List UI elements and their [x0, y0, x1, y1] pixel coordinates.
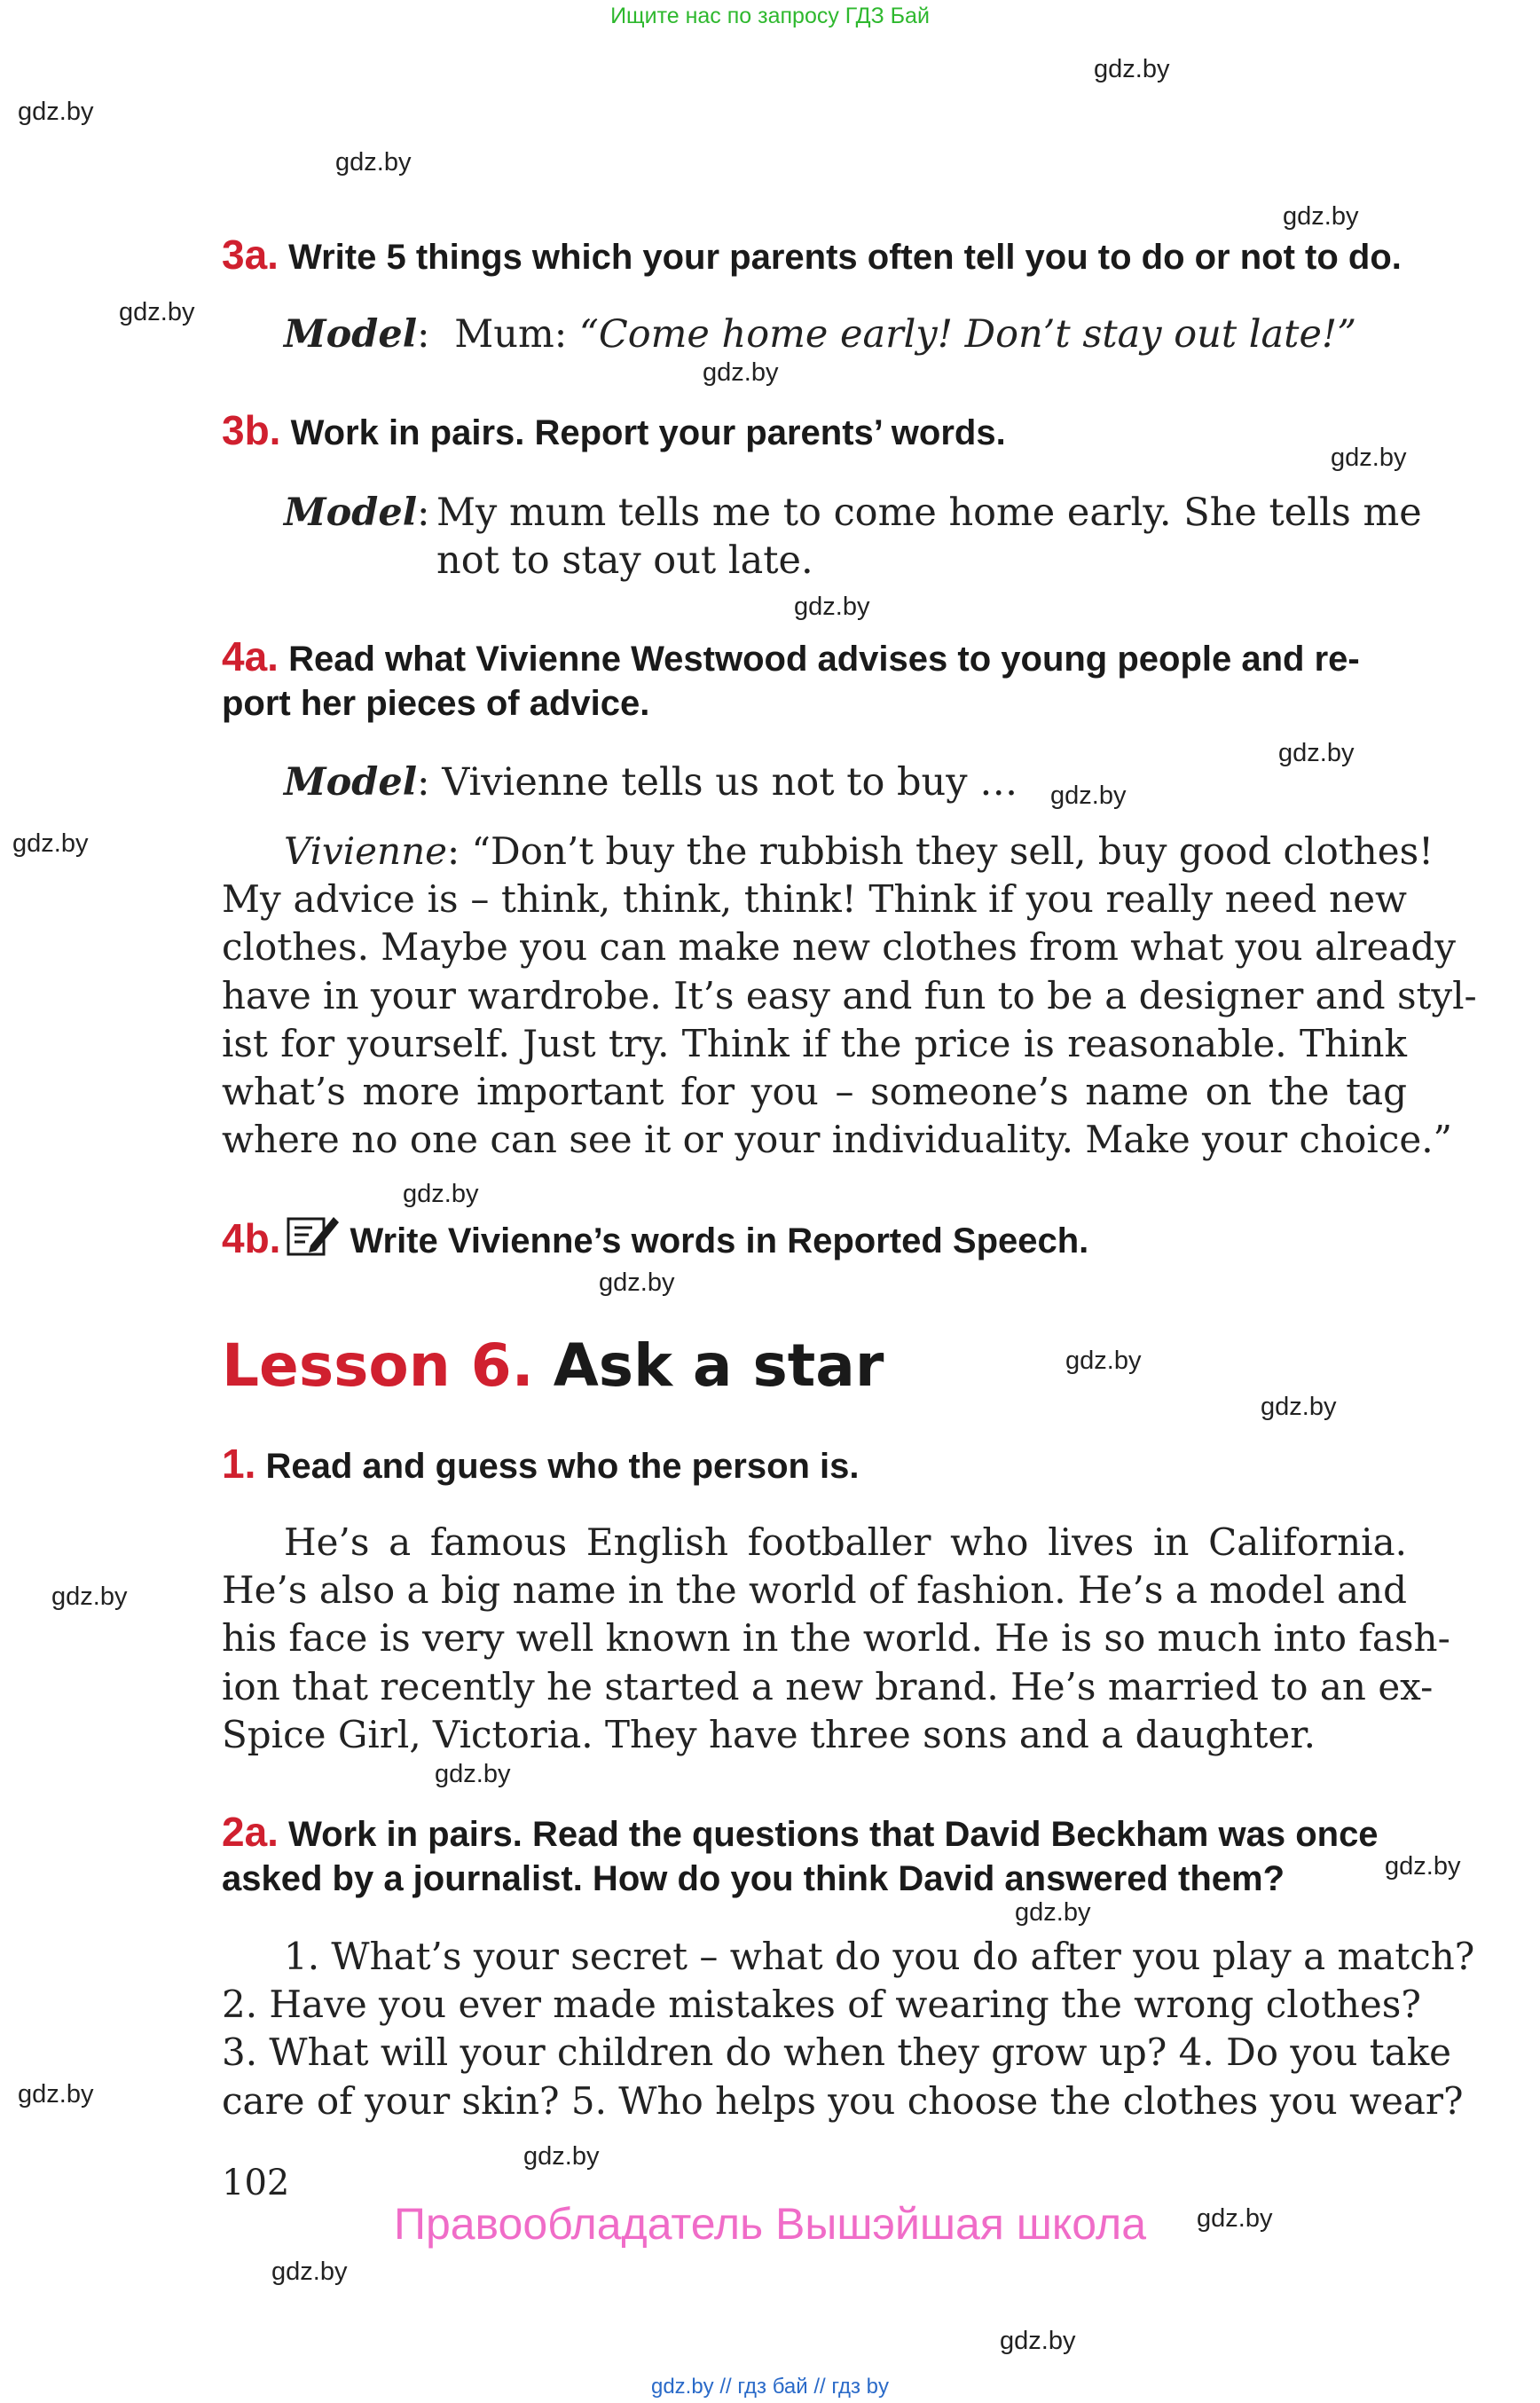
paragraph-line: ist for yourself. Just try. Think if the price is reasonable. Think — [222, 1021, 1407, 1065]
watermark: gdz.by — [51, 1582, 128, 1611]
watermark: gdz.by — [119, 298, 195, 326]
paragraph-line: clothes. Maybe you can make new clothes from what you already — [222, 925, 1457, 970]
model-label: Model — [284, 491, 418, 535]
vivienne-quote-paragraph — [222, 828, 1477, 1164]
exercise-3b-heading — [222, 408, 1410, 455]
watermark: gdz.by — [18, 98, 94, 126]
watermark: gdz.by — [1283, 202, 1359, 231]
model-3b-line-1: My mum tells me to come home early. She tells me — [436, 491, 1422, 535]
paragraph-line: He’s a famous English footballer who lives in California. — [284, 1520, 1407, 1564]
watermark: gdz.by — [18, 2080, 94, 2109]
paragraph-line: 2. Have you ever made mistakes of wearing the wrong clothes? — [222, 1983, 1421, 2027]
exercise-instruction: Read and guess who the person is. — [265, 1447, 860, 1486]
paragraph-line: Spice Girl, Victoria. They have three sons and a daughter. — [222, 1712, 1316, 1756]
exercise-instruction: Write 5 things which your parents often tell you to do or not to do. — [288, 238, 1402, 277]
footer-links[interactable]: gdz.by // гдз бай // гдз by — [650, 2375, 890, 2399]
paragraph-line: what’s more important for you – someone’s name on the tag — [222, 1070, 1407, 1114]
watermark: gdz.by — [435, 1760, 511, 1788]
watermark: gdz.by — [523, 2142, 600, 2171]
exercise-2a-heading — [222, 1810, 1410, 1901]
beckham-description-paragraph — [222, 1519, 1450, 1759]
model-colon: : — [417, 760, 430, 805]
exercise-instruction-line-1: Read what Vivienne Westwood advises to young people and re- — [288, 640, 1360, 679]
watermark: gdz.by — [12, 829, 89, 858]
paragraph-line: 1. What’s your secret – what do you do after you play a match? — [284, 1935, 1475, 1978]
top-banner[interactable]: Ищите нас по запросу ГДЗ Бай — [610, 4, 930, 28]
page-number: 102 — [222, 2163, 290, 2203]
lesson-number: Lesson 6. — [222, 1331, 534, 1400]
watermark: gdz.by — [1000, 2327, 1076, 2355]
model-colon: : — [417, 491, 430, 535]
paragraph-line: care of your skin? 5. Who helps you choose the clothes you wear? — [222, 2078, 1464, 2123]
lesson-heading — [222, 1329, 884, 1403]
questions-paragraph — [222, 1933, 1475, 2125]
paragraph-line — [222, 828, 1434, 876]
vivienne-first-line: : “Don’t buy the rubbish they sell, buy good clothes! — [447, 829, 1434, 873]
exercise-number: 3b. — [222, 407, 281, 453]
paragraph-line: have in your wardrobe. It’s easy and fun to be a designer and styl- — [222, 973, 1477, 1017]
exercise-instruction-line-2: asked by a journalist. How do you think David answered them? — [222, 1859, 1285, 1898]
paragraph-line: where no one can see it or your individuality. Make your choice.” — [222, 1118, 1453, 1162]
copyright-notice: Правообладатель Вышэйшая школа — [394, 2199, 1146, 2249]
paragraph-line: My advice is – think, think, think! Think if you really need new — [222, 877, 1407, 922]
watermark: gdz.by — [1331, 444, 1407, 472]
model-quote: “Come home early! Don’t stay out late!” — [578, 312, 1357, 357]
exercise-4a-heading — [222, 634, 1410, 726]
watermark: gdz.by — [1278, 739, 1355, 767]
exercise-instruction-line-2: port her pieces of advice. — [222, 684, 650, 723]
paragraph-line: his face is very well known in the world. He is so much into fash- — [222, 1616, 1450, 1661]
watermark: gdz.by — [1261, 1393, 1337, 1421]
vivienne-speaker: Vivienne — [284, 829, 447, 873]
write-notebook-icon — [286, 1210, 341, 1268]
watermark: gdz.by — [1015, 1898, 1091, 1927]
paragraph-line: ion that recently he started a new brand. He’s married to an ex- — [222, 1664, 1434, 1708]
watermark: gdz.by — [1065, 1347, 1142, 1375]
model-3b-line-2: not to stay out late. — [436, 538, 813, 583]
exercise-instruction-line-1: Work in pairs. Read the questions that David Beckham was once — [288, 1815, 1379, 1854]
exercise-number: 1. — [222, 1441, 256, 1487]
paragraph-line: 3. What will your children do when they grow up? 4. Do you take — [222, 2030, 1452, 2075]
exercise-number: 4b. — [222, 1215, 281, 1261]
model-label: Model — [284, 312, 418, 357]
model-3b — [284, 489, 430, 537]
model-label: Model — [284, 760, 418, 805]
exercise-3a-heading — [222, 232, 1410, 279]
watermark: gdz.by — [599, 1268, 675, 1297]
exercise-4b-heading — [222, 1210, 1410, 1268]
watermark: gdz.by — [703, 358, 779, 387]
model-4a — [284, 758, 1018, 806]
model-colon: : — [417, 312, 430, 357]
watermark: gdz.by — [1385, 1852, 1461, 1881]
watermark: gdz.by — [335, 148, 412, 177]
exercise-instruction: Write Vivienne’s words in Reported Speech. — [350, 1221, 1089, 1260]
exercise-number: 3a. — [222, 232, 279, 278]
watermark: gdz.by — [403, 1180, 479, 1208]
model-text: Vivienne tells us not to buy … — [442, 760, 1018, 805]
watermark: gdz.by — [1197, 2204, 1273, 2233]
exercise-1-heading — [222, 1441, 1410, 1488]
watermark: gdz.by — [1050, 781, 1127, 810]
paragraph-line: He’s also a big name in the world of fashion. He’s a model and — [222, 1568, 1407, 1613]
watermark: gdz.by — [271, 2258, 348, 2286]
model-speaker: Mum: — [454, 312, 568, 357]
exercise-instruction: Work in pairs. Report your parents’ words. — [290, 413, 1006, 452]
watermark: gdz.by — [794, 593, 870, 621]
lesson-title: Ask a star — [553, 1331, 884, 1400]
exercise-number: 4a. — [222, 633, 279, 679]
model-3a — [284, 310, 1356, 358]
exercise-number: 2a. — [222, 1809, 279, 1855]
watermark: gdz.by — [1094, 55, 1170, 83]
